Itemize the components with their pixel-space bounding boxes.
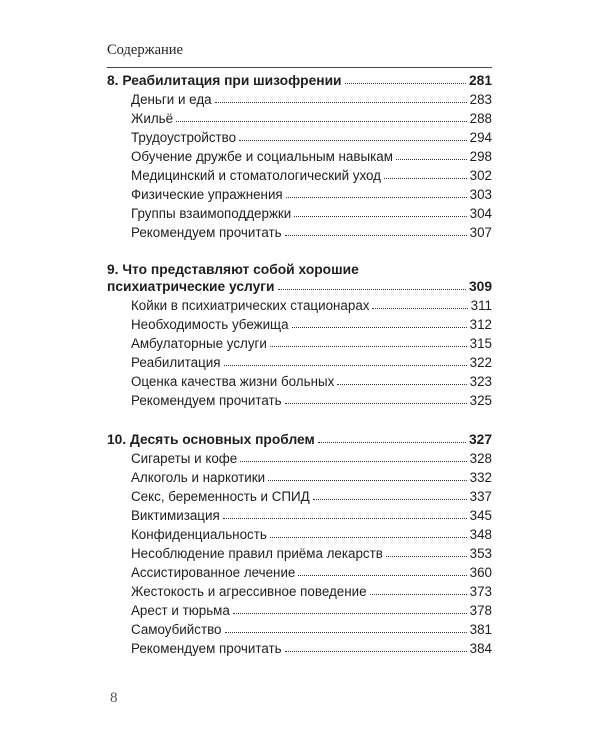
entry-title: Сигареты и кофе	[131, 451, 238, 466]
entry-page-number: 337	[469, 489, 492, 504]
dot-leader	[225, 632, 467, 633]
dot-leader	[176, 121, 467, 122]
chapter-title: 8. Реабилитация при шизофрении	[107, 73, 342, 88]
entry-page-number: 322	[469, 355, 492, 370]
header-rule	[107, 67, 492, 68]
toc-entry[interactable]	[107, 205, 492, 224]
entry-page-number: 332	[469, 470, 492, 485]
dot-leader	[270, 537, 467, 538]
entry-page-number: 384	[469, 641, 492, 656]
dot-leader	[386, 556, 467, 557]
entry-page-number: 298	[469, 149, 492, 164]
dot-leader	[239, 140, 467, 141]
chapter-heading[interactable]	[107, 277, 492, 297]
page-number-footer: 8	[110, 690, 118, 706]
entry-page-number: 312	[469, 317, 492, 332]
entry-title: Жестокость и агрессивное поведение	[131, 584, 367, 599]
dot-leader	[285, 651, 467, 652]
toc-entry[interactable]	[107, 186, 492, 205]
toc-entry[interactable]	[107, 564, 492, 583]
entry-page-number: 302	[469, 168, 492, 183]
entry-title: Рекомендуем прочитать	[131, 225, 282, 240]
entry-title: Арест и тюрьма	[131, 603, 230, 618]
entry-title: Реабилитация	[131, 355, 221, 370]
chapter-title-line-2: психиатрические услуги	[107, 279, 275, 294]
toc-entry[interactable]	[107, 224, 492, 243]
toc-entry[interactable]	[107, 354, 492, 373]
dot-leader	[224, 365, 467, 366]
dot-leader	[270, 346, 467, 347]
dot-leader	[294, 216, 466, 217]
entry-page-number: 345	[469, 508, 492, 523]
table-of-contents	[107, 71, 492, 659]
dot-leader	[292, 327, 467, 328]
entry-page-number: 307	[469, 225, 492, 240]
entry-page-number: 288	[469, 111, 492, 126]
chapter-8	[107, 71, 492, 243]
entry-page-number: 315	[469, 336, 492, 351]
toc-entry[interactable]	[107, 583, 492, 602]
entry-title: Группы взаимоподдержки	[131, 206, 292, 221]
toc-entry[interactable]	[107, 91, 492, 110]
entry-title: Физические упражнения	[131, 187, 283, 202]
toc-entry[interactable]	[107, 488, 492, 507]
entry-title: Виктимизация	[131, 508, 220, 523]
entry-title: Обучение дружбе и социальным навыкам	[131, 149, 393, 164]
entry-title: Медицинский и стоматологический уход	[131, 168, 381, 183]
entry-title: Алкоголь и наркотики	[131, 470, 266, 485]
dot-leader	[215, 102, 467, 103]
entry-page-number: 311	[470, 298, 492, 313]
entry-title: Жильё	[131, 111, 174, 126]
dot-leader	[298, 575, 466, 576]
entry-title: Самоубийство	[131, 622, 222, 637]
running-head: Содержание	[107, 42, 183, 58]
dot-leader	[286, 197, 467, 198]
entry-title: Койки в психиатрических стационарах	[131, 298, 370, 313]
toc-entry[interactable]	[107, 621, 492, 640]
dot-leader	[223, 518, 467, 519]
toc-entry[interactable]	[107, 335, 492, 354]
entry-page-number: 294	[469, 130, 492, 145]
toc-entry[interactable]	[107, 110, 492, 129]
toc-entry[interactable]	[107, 507, 492, 526]
dot-leader	[285, 235, 467, 236]
toc-entry[interactable]	[107, 526, 492, 545]
toc-entry[interactable]	[107, 392, 492, 411]
entry-page-number: 373	[469, 584, 492, 599]
entry-title: Рекомендуем прочитать	[131, 641, 282, 656]
chapter-heading[interactable]	[107, 71, 492, 91]
toc-entry[interactable]	[107, 297, 492, 316]
entry-title: Рекомендуем прочитать	[131, 393, 282, 408]
toc-entry[interactable]	[107, 148, 492, 167]
dot-leader	[396, 159, 467, 160]
toc-entry[interactable]	[107, 602, 492, 621]
toc-entry[interactable]	[107, 450, 492, 469]
chapter-heading[interactable]	[107, 430, 492, 450]
dot-leader	[370, 594, 467, 595]
entry-page-number: 323	[469, 374, 492, 389]
toc-entry[interactable]	[107, 129, 492, 148]
entry-title: Несоблюдение правил приёма лекарств	[131, 546, 383, 561]
dot-leader	[318, 442, 466, 443]
entry-title: Трудоустройство	[131, 130, 237, 145]
entry-page-number: 328	[469, 451, 492, 466]
entry-page-number: 353	[469, 546, 492, 561]
entry-page-number: 325	[469, 393, 492, 408]
dot-leader	[372, 308, 467, 309]
entry-title: Ассистированное лечение	[131, 565, 296, 580]
chapter-10	[107, 430, 492, 659]
toc-entry[interactable]	[107, 167, 492, 186]
entry-title: Секс, беременность и СПИД	[131, 489, 310, 504]
dot-leader	[233, 613, 467, 614]
entry-title: Амбулаторные услуги	[131, 336, 267, 351]
entry-page-number: 360	[469, 565, 492, 580]
entry-title: Деньги и еда	[131, 92, 212, 107]
dot-leader	[313, 499, 467, 500]
dot-leader	[278, 289, 466, 290]
entry-title: Оценка качества жизни больных	[131, 374, 335, 389]
entry-page-number: 304	[469, 206, 492, 221]
entry-page-number: 378	[469, 603, 492, 618]
chapter-page-number: 327	[468, 432, 492, 447]
dot-leader	[240, 461, 466, 462]
toc-entry[interactable]	[107, 640, 492, 659]
entry-page-number: 283	[469, 92, 492, 107]
dot-leader	[337, 384, 466, 385]
dot-leader	[345, 83, 466, 84]
entry-page-number: 348	[469, 527, 492, 542]
entry-page-number: 303	[469, 187, 492, 202]
dot-leader	[285, 403, 467, 404]
entry-page-number: 381	[469, 622, 492, 637]
entry-title: Необходимость убежища	[131, 317, 289, 332]
toc-entry[interactable]	[107, 316, 492, 335]
chapter-page-number: 281	[468, 73, 492, 88]
entry-title: Конфиденциальность	[131, 527, 267, 542]
chapter-title: 10. Десять основных проблем	[107, 432, 315, 447]
toc-entry[interactable]	[107, 469, 492, 488]
dot-leader	[268, 480, 467, 481]
chapter-9	[107, 262, 492, 411]
toc-entry[interactable]	[107, 373, 492, 392]
toc-entry[interactable]	[107, 545, 492, 564]
chapter-page-number: 309	[468, 279, 492, 294]
chapter-title-line-1[interactable]: 9. Что представляют собой хорошие	[107, 262, 359, 277]
dot-leader	[384, 178, 467, 179]
